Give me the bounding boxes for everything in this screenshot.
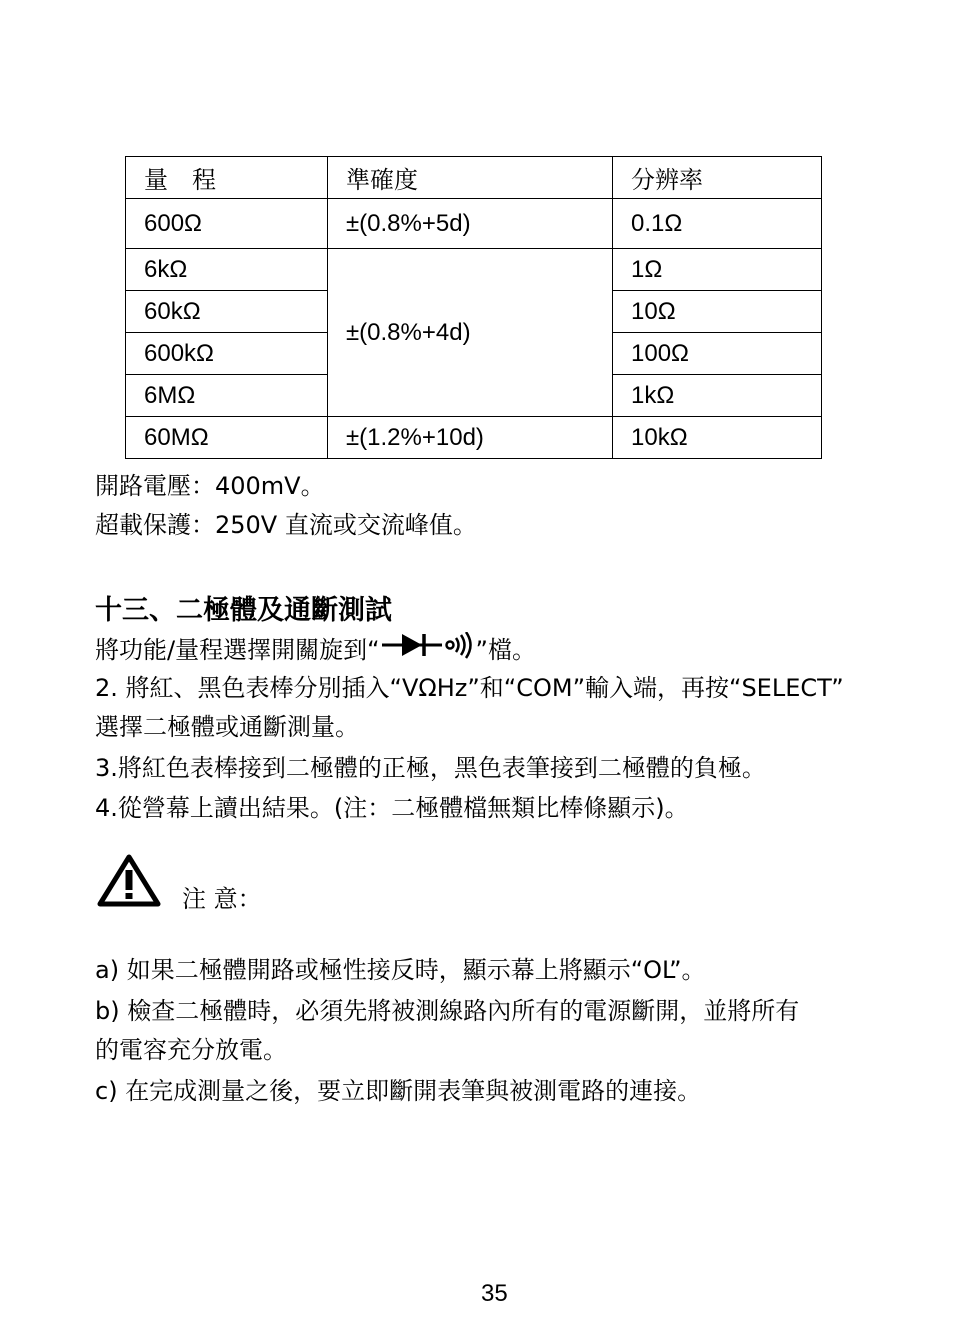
step-2-line-1: 2. 將紅、黑色表棒分別插入“VΩHz”和“COM”輸入端，再按“SELECT” (95, 674, 844, 702)
cell-resolution: 10Ω (613, 291, 822, 333)
cell-range: 6MΩ (126, 375, 328, 417)
cell-accuracy: ±(0.8%+5d) (328, 199, 613, 249)
cell-range: 600Ω (126, 199, 328, 249)
cell-resolution: 10kΩ (613, 417, 822, 459)
cell-accuracy: ±(1.2%+10d) (328, 417, 613, 459)
section-title: 十三、二極體及通斷測試 (95, 595, 392, 626)
cell-range: 60kΩ (126, 291, 328, 333)
step-1 (95, 632, 536, 665)
caution-c: c) 在完成測量之後，要立即斷開表筆與被測電路的連接。 (95, 1077, 702, 1105)
cell-resolution: 1kΩ (613, 375, 822, 417)
step-4: 4.從營幕上讀出結果。(注：二極體檔無類比棒條顯示)。 (95, 794, 689, 822)
cell-resolution: 1Ω (613, 249, 822, 291)
step-1-prefix: 將功能/量程選擇開關旋到“ (95, 636, 380, 664)
cell-range: 600kΩ (126, 333, 328, 375)
cell-resolution: 100Ω (613, 333, 822, 375)
table-row (126, 249, 822, 291)
step-2-line-2: 選擇二極體或通斷測量。 (95, 713, 359, 741)
overload-protection-note: 超載保護：250V 直流或交流峰值。 (95, 511, 477, 539)
table-header-row (126, 157, 822, 199)
header-resolution: 分辨率 (613, 157, 822, 199)
cell-accuracy: ±(0.8%+4d) (328, 249, 613, 417)
step-3: 3.將紅色表棒接到二極體的正極，黑色表筆接到二極體的負極。 (95, 754, 766, 782)
warning-triangle-icon (96, 853, 162, 909)
table-row (126, 417, 822, 459)
caution-label: 注 意： (182, 885, 262, 913)
caution-a: a) 如果二極體開路或極性接反時，顯示幕上將顯示“OL”。 (95, 956, 706, 984)
step-1-suffix: ”檔。 (475, 636, 536, 664)
table-row (126, 199, 822, 249)
spec-table (125, 156, 822, 459)
header-range: 量 程 (126, 157, 328, 199)
open-circuit-voltage-note: 開路電壓：400mV。 (95, 472, 325, 500)
page-number: 35 (481, 1280, 508, 1307)
cell-range: 6kΩ (126, 249, 328, 291)
cell-range: 60MΩ (126, 417, 328, 459)
header-accuracy: 準確度 (328, 157, 613, 199)
diode-continuity-icon (380, 632, 476, 662)
caution-b-line-2: 的電容充分放電。 (95, 1036, 287, 1064)
cell-resolution: 0.1Ω (613, 199, 822, 249)
caution-b-line-1: b) 檢查二極體時，必須先將被測線路內所有的電源斷開，並將所有 (95, 997, 800, 1025)
